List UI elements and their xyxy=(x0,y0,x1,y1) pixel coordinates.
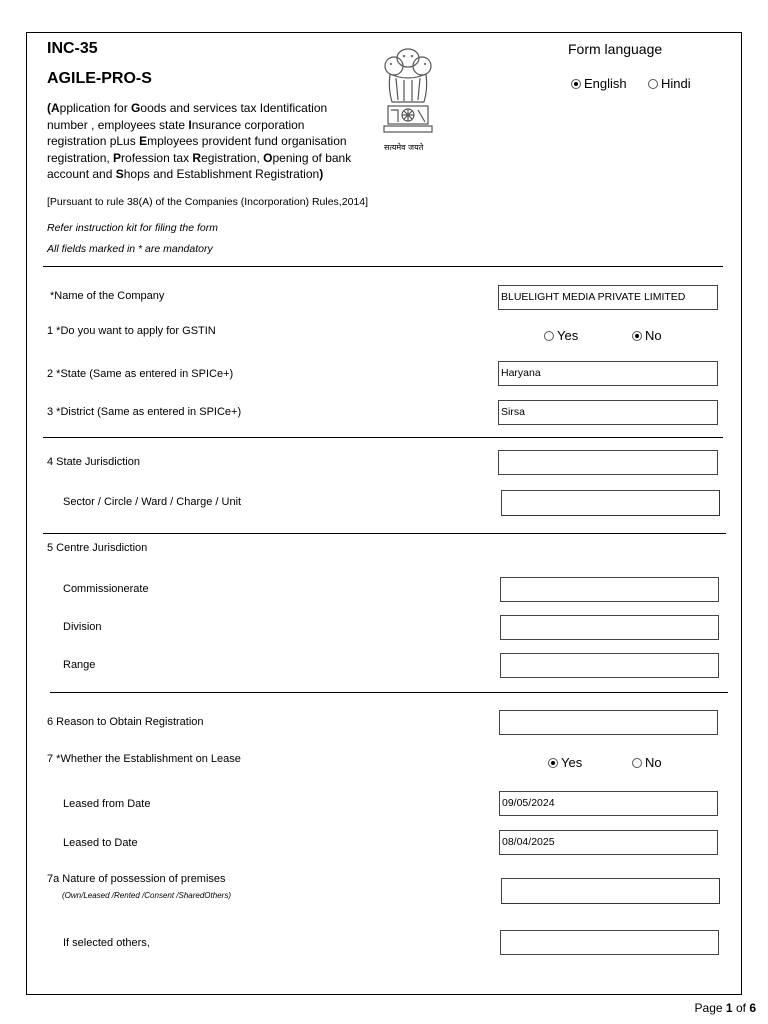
state-jurisdiction-label: 4 State Jurisdiction xyxy=(47,456,140,468)
sector-label: Sector / Circle / Ward / Charge / Unit xyxy=(63,496,242,508)
description-run: egistration, xyxy=(201,150,264,165)
emblem-icon xyxy=(380,44,436,144)
district-input[interactable]: Sirsa xyxy=(498,400,718,425)
form-description xyxy=(47,100,367,183)
radio-label: No xyxy=(645,755,662,770)
company-name-label: *Name of the Company xyxy=(50,290,165,302)
divider xyxy=(43,437,723,438)
form-name: AGILE-PRO-S xyxy=(47,70,152,87)
lease-no-radio[interactable] xyxy=(632,755,662,770)
form-code: INC-35 xyxy=(47,40,98,57)
radio-unselected-icon xyxy=(544,331,554,341)
others-label: If selected others, xyxy=(63,937,150,949)
gstin-label: 1 *Do you want to apply for GSTIN xyxy=(47,325,216,337)
description-run: G xyxy=(131,101,141,115)
sector-input[interactable] xyxy=(501,490,720,516)
radio-selected-icon xyxy=(548,758,558,768)
divider xyxy=(43,266,723,267)
description-run: S xyxy=(115,167,124,181)
centre-jurisdiction-label: 5 Centre Jurisdiction xyxy=(47,542,148,554)
radio-selected-icon xyxy=(571,79,581,89)
description-run: R xyxy=(192,150,202,165)
commissionerate-input[interactable] xyxy=(500,577,719,602)
district-label: 3 *District (Same as entered in SPICe+) xyxy=(47,406,242,418)
leased-from-label: Leased from Date xyxy=(63,798,151,810)
language-hindi-radio[interactable] xyxy=(648,76,691,91)
page-total: 6 xyxy=(749,1001,756,1015)
leased-to-input[interactable]: 08/04/2025 xyxy=(499,830,718,855)
gstin-no-radio[interactable] xyxy=(632,328,662,343)
instruction-text: Refer instruction kit for filing the form xyxy=(47,222,218,234)
state-label: 2 *State (Same as entered in SPICe+) xyxy=(47,368,234,380)
radio-label: No xyxy=(645,328,662,343)
form-language-label: Form language xyxy=(568,41,663,57)
divider xyxy=(43,533,726,534)
description-run: O xyxy=(263,150,273,165)
mandatory-text: All fields marked in * are mandatory xyxy=(47,243,213,255)
division-input[interactable] xyxy=(500,615,719,640)
description-run: E xyxy=(139,134,148,148)
divider xyxy=(50,692,728,693)
possession-hint: (Own/Leased /Rented /Consent /SharedOthers) xyxy=(62,891,231,900)
description-run: nsurance corporation registration pLus xyxy=(47,117,305,148)
lease-label: 7 *Whether the Establishment on Lease xyxy=(47,753,241,765)
page-current: 1 xyxy=(725,1001,733,1015)
description-run: P xyxy=(113,150,122,165)
possession-label: 7a Nature of possession of premises xyxy=(47,873,226,885)
language-english-radio[interactable] xyxy=(571,76,627,91)
description-run: oods and services tax Identification number , employees state xyxy=(47,101,328,132)
description-run: ) xyxy=(319,167,324,181)
description-run: pplication for xyxy=(59,101,132,115)
others-input[interactable] xyxy=(500,930,719,955)
description-run: pening of bank account and xyxy=(47,150,352,181)
page-of-word: of xyxy=(735,1001,746,1015)
state-jurisdiction-input[interactable] xyxy=(498,450,718,475)
radio-unselected-icon xyxy=(632,758,642,768)
division-label: Division xyxy=(63,621,102,633)
radio-unselected-icon xyxy=(648,79,658,89)
reason-label: 6 Reason to Obtain Registration xyxy=(47,716,204,728)
pursuant-text: [Pursuant to rule 38(A) of the Companies (Incorporation) Rules,2014] xyxy=(47,196,369,208)
description-run: I xyxy=(188,117,192,132)
leased-from-input[interactable]: 09/05/2024 xyxy=(499,791,718,816)
state-input[interactable]: Haryana xyxy=(498,361,718,386)
page-word: Page xyxy=(694,1001,723,1015)
page-indicator xyxy=(695,1001,756,1015)
leased-to-label: Leased to Date xyxy=(63,837,138,849)
radio-selected-icon xyxy=(632,331,642,341)
range-label: Range xyxy=(63,659,96,671)
possession-input[interactable] xyxy=(501,878,720,904)
description-run: hops and Establishment Registration xyxy=(123,167,320,181)
emblem-caption: सत्यमेव जयते xyxy=(384,143,424,152)
description-run: rofession tax xyxy=(121,150,193,165)
commissionerate-label: Commissionerate xyxy=(63,583,149,595)
radio-label: Hindi xyxy=(661,76,691,91)
gstin-yes-radio[interactable] xyxy=(544,328,578,343)
company-name-input[interactable]: BLUELIGHT MEDIA PRIVATE LIMITED xyxy=(498,285,718,310)
lease-yes-radio[interactable] xyxy=(548,755,582,770)
national-emblem xyxy=(380,44,436,154)
radio-label: English xyxy=(584,76,627,91)
description-run: mployees provident fund organisation registration, xyxy=(47,134,347,165)
reason-input[interactable] xyxy=(499,710,718,735)
radio-label: Yes xyxy=(557,328,579,343)
range-input[interactable] xyxy=(500,653,719,678)
radio-label: Yes xyxy=(561,755,583,770)
description-run: (A xyxy=(47,101,60,115)
